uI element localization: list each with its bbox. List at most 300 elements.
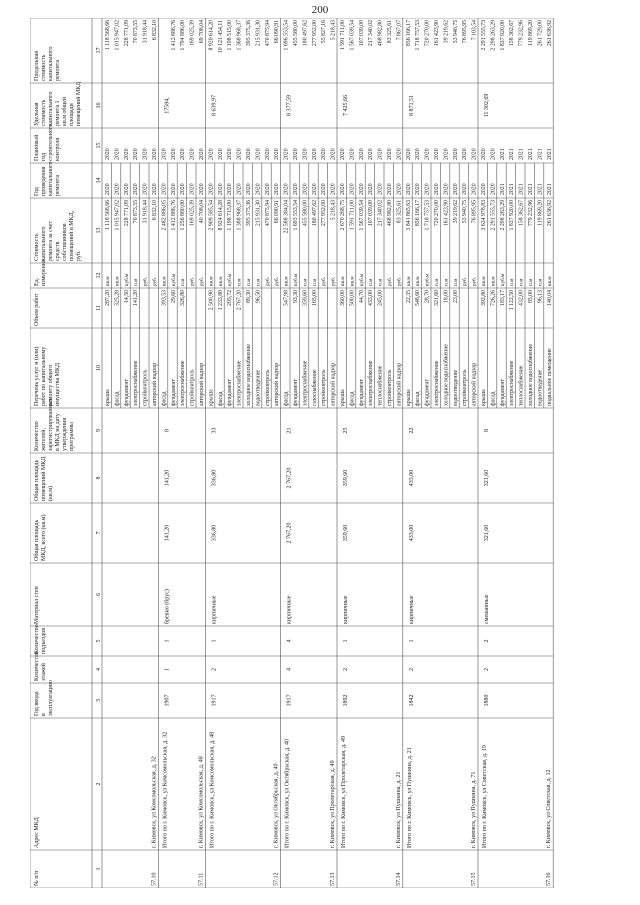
header-c16: стоимость: [41, 99, 47, 126]
repair-year: 2020: [274, 183, 281, 195]
repair-year: 2021: [499, 183, 506, 195]
block-entrances: 4: [286, 639, 293, 643]
work-volume: 245,00: [377, 290, 384, 306]
header-c13: ремонта за счет: [48, 221, 54, 261]
work-cost: 470 875,94: [264, 200, 271, 227]
work-cost: 720 270,00: [434, 200, 440, 227]
block-year: 1917: [286, 694, 293, 707]
work-volume: 547,98: [283, 290, 290, 306]
header-c17: капитального: [48, 46, 54, 81]
work-cost: 169 025,39: [189, 200, 196, 227]
header-c12: измерения: [41, 259, 47, 286]
block-total-label: Итого по г. Кимовск, ул Комсомольская, д. 32: [162, 731, 169, 848]
limit-cost: 720 270,00: [424, 20, 431, 47]
header-c16: капитального: [48, 91, 54, 126]
work-cost: 2 298 263,29: [499, 200, 506, 231]
limit-cost: 1 696 553,54: [283, 20, 290, 51]
limit-cost: 217 340,02: [368, 20, 375, 47]
work-unit: руб.: [142, 277, 149, 286]
work-cost: 468 982,80: [387, 200, 393, 227]
work-cost: 161 423,90: [443, 200, 450, 227]
work-unit: кв.м: [481, 276, 487, 286]
col-number-17: 17: [96, 47, 102, 54]
block-floors: 2: [211, 668, 218, 671]
block-area: 141,20: [164, 524, 171, 542]
control-year: 2020: [349, 148, 356, 160]
work-name: авторский надзор: [330, 362, 337, 406]
block-entrances: 2: [484, 639, 490, 643]
work-volume: 500,00: [349, 290, 356, 306]
block-wall: бревно (брус): [164, 589, 171, 624]
work-cost: 228 771,09: [123, 200, 130, 227]
limit-cost: 856 166,17: [405, 20, 412, 47]
block-total-label: Итого по г. Кимовск, ул Пролетарская, д. 49: [341, 735, 347, 848]
control-year: 2020: [424, 148, 431, 160]
work-name: электроснабжение: [434, 360, 440, 406]
work-name: авторский надзор: [152, 362, 158, 406]
work-name: фундамент: [227, 378, 234, 406]
block-area: 2 767,20: [286, 522, 293, 544]
work-unit: п.м: [377, 278, 384, 286]
limit-cost: 779 232,96: [518, 20, 525, 47]
work-unit: кв.м: [490, 276, 497, 286]
header-c10: Перечень услуг и (или): [34, 346, 40, 406]
work-unit: куб.м: [293, 273, 299, 286]
work-unit: п.м: [434, 278, 440, 286]
block-living-area: 141,20: [164, 469, 171, 487]
control-year: 2020: [189, 148, 196, 160]
work-volume: 18,00: [443, 290, 450, 304]
limit-cost: 1 368 968,37: [236, 20, 243, 51]
work-name: водоотведение: [255, 369, 262, 406]
repair-year: 2020: [490, 183, 497, 195]
header-c8: Общая площадь: [34, 459, 40, 501]
work-volume: 2 767,20: [236, 290, 243, 311]
work-unit: п.м: [368, 278, 375, 286]
work-name: холодное водоснабжение: [443, 344, 450, 406]
work-cost: 455 580,00: [302, 200, 309, 227]
work-volume: 183,17: [499, 290, 506, 306]
repair-year: 2020: [321, 183, 328, 195]
repair-year: 2020: [358, 183, 365, 195]
work-name: крыша: [208, 389, 215, 406]
block-wall: смешанные: [484, 594, 490, 624]
work-cost: 1 718 757,53: [424, 200, 431, 231]
work-unit: руб.: [330, 277, 337, 286]
control-year: 2020: [462, 148, 469, 160]
limit-cost: 1 567 039,54: [349, 20, 356, 51]
control-year: 2020: [246, 148, 252, 160]
repair-year: 2020: [170, 183, 177, 195]
control-year: 2020: [321, 148, 328, 160]
block-wall: кирпичные: [343, 595, 349, 624]
repair-year: 2020: [302, 183, 309, 195]
work-unit: п.м: [246, 278, 252, 286]
work-volume: 96,13: [537, 290, 544, 304]
block-address: г. Кимовск, ул Советская, д. 12: [546, 769, 553, 848]
control-year: 2020: [452, 148, 459, 160]
control-year: 2020: [170, 148, 177, 160]
work-name: авторский надзор: [471, 362, 478, 406]
repair-year: 2020: [227, 183, 234, 195]
work-unit: кв.м: [283, 276, 290, 286]
work-cost: 1 567 039,54: [358, 200, 365, 231]
work-cost: 70 873,55: [133, 200, 140, 224]
work-name: водоотведение: [537, 369, 544, 406]
control-year: 2020: [283, 148, 290, 160]
repair-year: 2020: [471, 183, 478, 195]
repair-year: 2021: [518, 183, 525, 195]
work-cost: 31 918,44: [142, 200, 149, 224]
limit-cost: 10 121 454,11: [217, 20, 224, 54]
limit-cost: 31 918,44: [142, 20, 149, 44]
repair-year: 2020: [208, 183, 215, 195]
work-name: газоснабжение: [311, 369, 318, 406]
work-cost: 119 869,20: [537, 200, 544, 226]
header-c8: (кв.м): [48, 485, 54, 501]
header-c17: ремонта: [55, 59, 61, 81]
block-unit-cost: 7 425,66: [343, 95, 349, 116]
limit-cost: 69 708,04: [199, 20, 205, 44]
work-cost: 1 198 715,00: [227, 200, 234, 231]
control-year: 2020: [161, 148, 168, 160]
control-year: 2020: [443, 148, 450, 160]
header-c16: площади: [69, 103, 75, 126]
work-unit: куб.м: [499, 273, 506, 286]
col-number-11: 11: [96, 305, 102, 311]
header-c13: капитального: [41, 226, 47, 261]
block-address: г. Кимовск, ул Пролетарская, д. 49: [330, 760, 336, 848]
block-wall: кирпичные: [286, 595, 293, 624]
header-c5: подъездов: [41, 627, 47, 654]
col-number-3: 3: [96, 699, 102, 702]
work-name: крыша: [340, 389, 346, 406]
block-total-label: Итого по г. Кимовск, ул Советская, д. 19: [482, 745, 488, 848]
control-year: 2020: [199, 148, 205, 160]
control-year: 2020: [114, 148, 121, 160]
work-cost: 1 388 968,37: [236, 200, 243, 231]
control-year: 2020: [227, 148, 234, 160]
work-cost: 277 952,00: [321, 200, 328, 227]
limit-cost: 8 920 614,20: [208, 20, 215, 51]
limit-cost: 5 218,43: [330, 20, 337, 41]
limit-cost: 158 362,67: [509, 20, 516, 47]
block-area: 433,00: [408, 524, 415, 542]
limit-cost: 455 580,00: [293, 20, 299, 47]
block-area: 359,60: [343, 524, 349, 542]
work-volume: 726,26: [490, 290, 497, 306]
work-volume: 85,00: [528, 290, 534, 304]
control-year: 2020: [217, 148, 224, 160]
block-entrances: 1: [408, 639, 415, 643]
control-year: 2021: [546, 148, 553, 160]
col-number-1: 1: [96, 867, 102, 871]
work-name: стройконтроль: [462, 369, 469, 406]
block-entrances: 1: [343, 639, 349, 643]
control-year: 2020: [434, 148, 440, 160]
control-year: 2020: [293, 148, 299, 160]
limit-cost: 76 895,95: [462, 20, 469, 44]
header-c1: № п/п: [34, 870, 40, 886]
work-cost: 76 895,95: [471, 200, 478, 224]
repair-year: 2020: [452, 183, 459, 195]
block-total-label: Итого по г. Кимовск, ул Пушкина, д. 21: [406, 747, 413, 848]
work-cost: 5 218,43: [330, 200, 337, 221]
repair-year: 2020: [161, 183, 168, 195]
control-year: 2020: [377, 148, 384, 160]
work-unit: кв.м: [340, 276, 346, 286]
limit-cost: 1 015 947,02: [114, 20, 121, 51]
header-c13: руб.: [76, 250, 82, 261]
header-c7: МКД, всего (кв.м): [41, 514, 47, 561]
repair-year: 2020: [133, 183, 140, 195]
block-living-area: 433,00: [408, 469, 415, 487]
work-cost: 395 375,36: [246, 200, 252, 227]
work-cost: 2 291 555,73: [490, 200, 497, 231]
work-unit: п.м: [133, 278, 140, 286]
work-name: электроснабжение: [236, 360, 243, 406]
header-c4: Количество: [34, 651, 40, 681]
repair-year: 2020: [114, 183, 121, 195]
work-unit: кв.м: [405, 276, 412, 286]
block-unit-cost: 17584,: [164, 97, 171, 114]
block-unit-cost: 8 871,51: [408, 95, 415, 116]
work-unit: руб.: [199, 277, 205, 286]
work-unit: руб.: [152, 277, 158, 286]
header-c13: Стоимость: [34, 233, 40, 261]
work-volume: 22,35: [405, 290, 412, 304]
limit-cost: 7 867,07: [396, 20, 403, 41]
work-unit: руб.: [189, 277, 196, 286]
header-c6: Материал стен: [34, 586, 40, 624]
work-cost: 1 412 886,76: [170, 200, 177, 231]
limit-cost: 55 827,16: [321, 20, 328, 44]
work-volume: 433,00: [368, 290, 375, 306]
header-c17: Предельная: [34, 51, 40, 81]
work-unit: п.м: [509, 278, 516, 286]
control-year: 2021: [537, 148, 544, 160]
header-c9: в МКД на дату: [55, 413, 61, 451]
work-cost: 3 634 978,83: [481, 200, 487, 231]
block-year: 1880: [484, 694, 490, 707]
repair-year: 2020: [217, 183, 224, 195]
work-name: фундамент: [424, 378, 431, 406]
header-c10: ремонту общего: [48, 364, 54, 406]
header-c11: Объем работ: [34, 293, 40, 326]
block-number: 57.13: [330, 872, 336, 886]
col-number-4: 4: [96, 668, 102, 671]
repair-year: 2020: [368, 183, 375, 195]
work-cost: 1 693 553,54: [293, 200, 299, 231]
work-volume: 2 500,90: [208, 290, 215, 311]
work-unit: кв.м: [217, 276, 224, 286]
block-floors: 1: [164, 668, 171, 671]
repair-year: 2020: [424, 183, 431, 195]
work-unit: кв.м: [114, 276, 121, 286]
repair-year: 2020: [123, 183, 130, 195]
block-unit-cost: 8 377,59: [286, 95, 293, 116]
repair-year: 2020: [481, 183, 487, 195]
work-name: электроснабжение: [180, 360, 187, 406]
repair-year: 2020: [199, 183, 205, 195]
work-name: фасад: [283, 391, 290, 406]
limit-cost: 53 940,75: [452, 20, 459, 44]
header-c15: Плановый: [34, 134, 40, 161]
work-unit: п.м: [236, 278, 243, 286]
work-volume: 28,70: [424, 290, 431, 304]
rotated-table-sheet: [30, 18, 610, 888]
work-volume: 93,30: [293, 290, 299, 304]
work-cost: 261 636,92: [546, 200, 553, 227]
work-name: фасад: [161, 391, 168, 406]
repair-year: 2021: [509, 183, 516, 195]
work-cost: 40 708,04: [199, 200, 205, 224]
header-c4: этажей: [41, 663, 47, 681]
header-c13: средств: [55, 241, 61, 261]
control-year: 2021: [509, 148, 516, 160]
work-name: авторский надзор: [274, 362, 281, 406]
work-unit: кв.м: [349, 276, 356, 286]
work-name: электроснабжение: [302, 360, 309, 406]
limit-cost: 161 423,90: [434, 20, 440, 47]
header-c16: ремонта 1: [55, 100, 61, 126]
work-name: фасад: [217, 391, 224, 406]
control-year: 2020: [208, 148, 215, 160]
repair-year: 2020: [349, 183, 356, 195]
work-volume: 1 233,80: [217, 290, 224, 311]
block-wall: кирпичные: [211, 595, 218, 624]
header-c14: ремонта: [55, 174, 61, 196]
work-volume: 23,00: [452, 290, 459, 304]
block-entrances: 1: [164, 639, 171, 643]
work-name: фундамент: [293, 378, 299, 406]
header-c14: Год: [34, 187, 40, 196]
repair-year: 2020: [396, 183, 403, 195]
control-year: 2021: [518, 148, 525, 160]
control-year: 2020: [340, 148, 346, 160]
block-number: 57.16: [546, 872, 553, 886]
repair-year: 2020: [415, 183, 422, 195]
repair-year: 2020: [443, 183, 450, 195]
work-volume: 89,30: [246, 290, 252, 304]
block-residents: 33: [211, 427, 218, 434]
limit-cost: 107 039,00: [358, 20, 365, 47]
work-name: холодное водоснабжение: [528, 344, 534, 406]
work-volume: 287,20: [105, 290, 111, 306]
control-year: 2020: [481, 148, 487, 160]
control-year: 2020: [133, 148, 140, 160]
block-area: 336,80: [211, 524, 218, 542]
block-address: г. Кимовск, ул Пушкина, д. 71: [471, 771, 477, 848]
work-cost: 1 591 711,00: [349, 200, 356, 231]
limit-cost: 119 869,20: [528, 20, 534, 46]
header-c13: помещений в МКД,: [69, 210, 75, 261]
col-number-10: 10: [96, 365, 102, 371]
block-floors: 2: [484, 668, 490, 671]
work-volume: 141,20: [133, 290, 140, 306]
repair-year: 2020: [189, 183, 196, 195]
header-c16: Удельная: [34, 102, 40, 126]
work-name: крыша: [105, 389, 111, 406]
work-name: стройконтроль: [142, 369, 149, 406]
work-cost: 1 837 920,00: [509, 200, 516, 231]
col-number-16: 16: [96, 102, 102, 109]
work-cost: 2 909 585,54: [208, 200, 215, 231]
limit-cost: 215 931,30: [255, 20, 262, 47]
repair-year: 2020: [387, 183, 393, 195]
work-volume: 393,53: [161, 290, 168, 306]
header-c15: строительного: [48, 123, 54, 161]
work-cost: 1 015 947,02: [114, 200, 121, 231]
work-cost: 6 832,10: [152, 200, 158, 221]
work-volume: 548,60: [415, 290, 422, 306]
work-name: стройконтроль: [264, 369, 271, 406]
limit-cost: 1 118 568,66: [105, 20, 111, 51]
block-residents: 25: [343, 427, 349, 434]
header-c12: Ед.: [34, 277, 40, 286]
page-number: 200: [311, 4, 329, 16]
limit-cost: 1 591 711,00: [340, 20, 346, 51]
work-name: крыша: [481, 389, 487, 406]
work-unit: куб.м: [358, 273, 365, 286]
work-unit: куб.м: [123, 273, 130, 286]
limit-cost: 2 298 263,29: [490, 20, 497, 51]
block-floors: 4: [286, 668, 293, 671]
work-name: холодное водоснабжение: [246, 344, 252, 406]
work-unit: п.м: [537, 278, 544, 286]
work-name: стройконтроль: [321, 369, 328, 406]
work-cost: 83 325,61: [396, 200, 403, 224]
header-c16: кв.м общей: [62, 96, 68, 126]
block-year: 1892: [343, 694, 349, 707]
block-number: 57.10: [151, 872, 158, 886]
control-year: 2020: [490, 148, 497, 160]
repair-year: 2020: [105, 183, 111, 195]
control-year: 2020: [274, 148, 281, 160]
work-volume: 1 122,50: [509, 290, 516, 311]
work-volume: 360,00: [340, 290, 346, 306]
control-year: 2020: [358, 148, 365, 160]
capital-repair-table: [30, 18, 610, 888]
work-volume: 205,72: [227, 290, 234, 306]
work-name: стройконтроль: [387, 369, 393, 406]
work-cost: 180 497,62: [311, 200, 318, 227]
header-c3: в: [41, 713, 47, 716]
repair-year: 2020: [377, 183, 384, 195]
work-name: теплоснабжение: [518, 365, 525, 406]
work-volume: 44,70: [358, 290, 365, 304]
repair-year: 2020: [246, 183, 252, 195]
repair-year: 2020: [152, 183, 158, 195]
work-name: фундамент: [358, 378, 365, 406]
work-unit: п.м: [311, 278, 318, 286]
block-number: 57.14: [395, 872, 402, 886]
col-number-5: 5: [96, 639, 102, 643]
work-unit: куб.м: [424, 273, 431, 286]
repair-year: 2020: [264, 183, 271, 195]
work-name: фасад: [490, 391, 497, 406]
limit-cost: 228 771,09: [123, 20, 130, 47]
work-unit: п.м: [452, 278, 459, 286]
control-year: 2020: [152, 148, 158, 160]
limit-cost: 468 982,80: [377, 20, 384, 47]
limit-cost: 261 729,00: [537, 20, 544, 47]
header-c15: контроля: [55, 137, 61, 161]
work-unit: руб.: [471, 277, 478, 286]
work-volume: 325,28: [114, 290, 121, 306]
work-cost: 2 670 268,75: [340, 200, 346, 231]
work-unit: п.м: [528, 278, 534, 286]
